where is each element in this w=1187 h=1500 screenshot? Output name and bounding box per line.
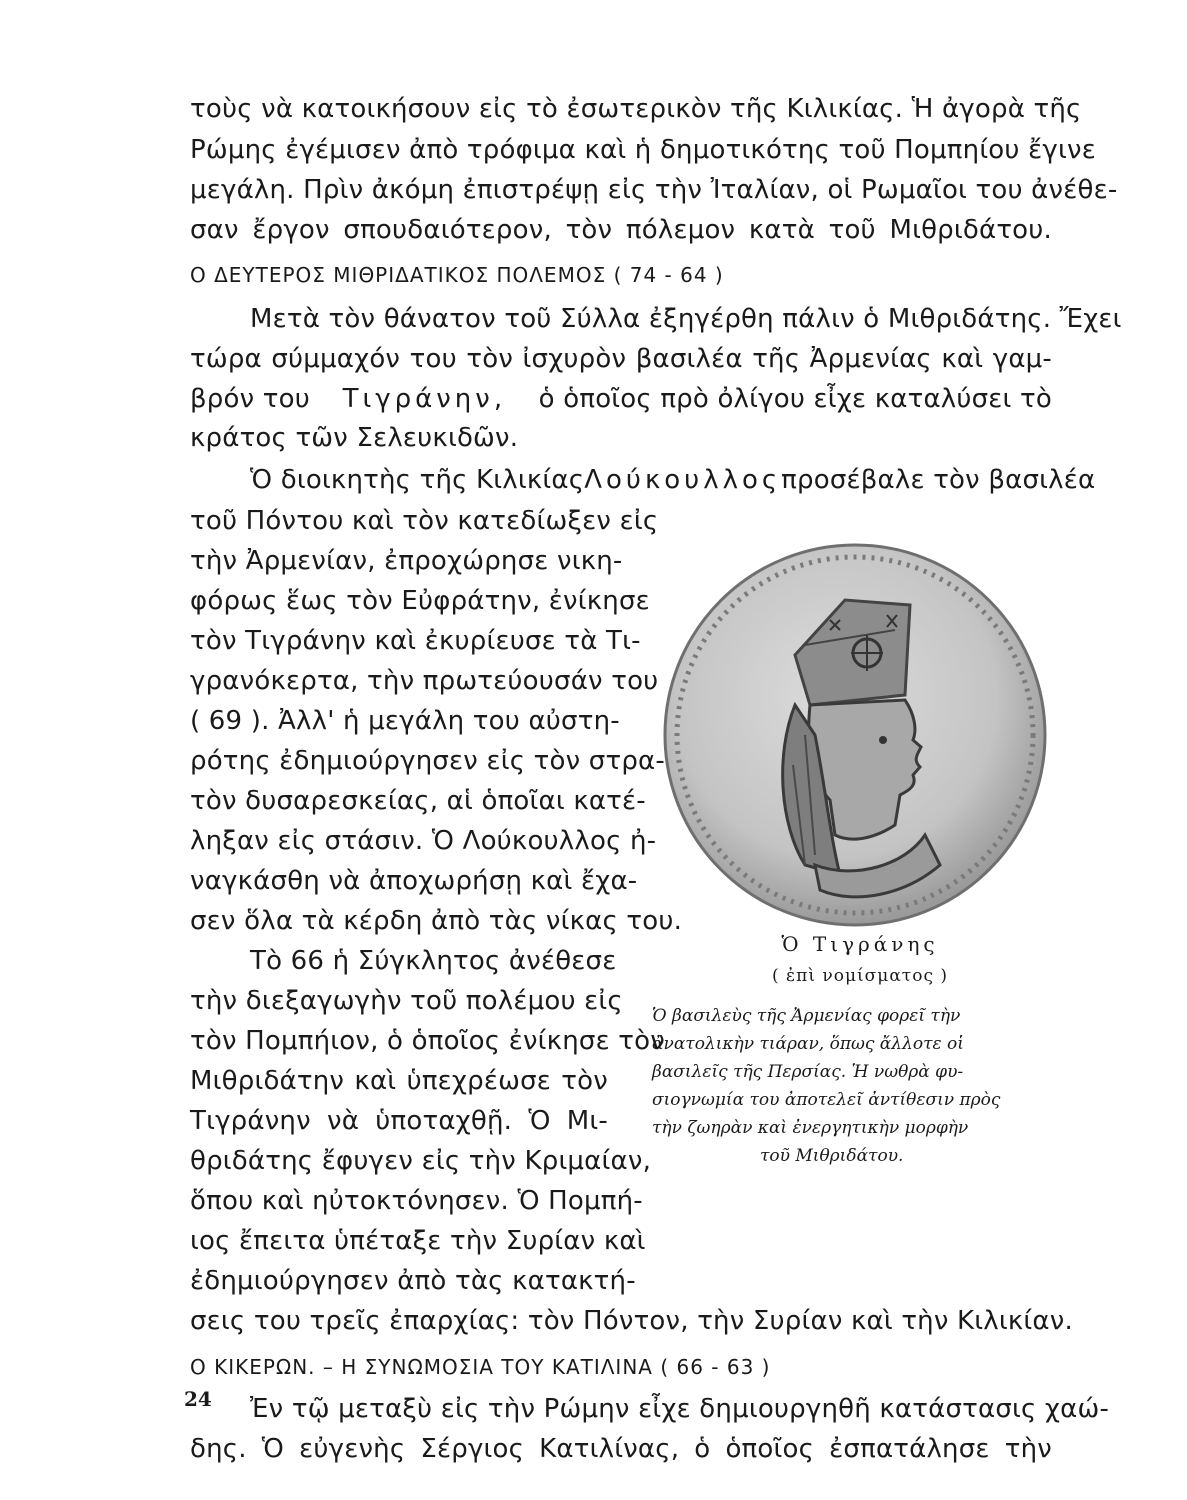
- text-line: Τὸ 66 ἡ Σύγκλητος ἀνέθεσε: [250, 946, 617, 976]
- text-line: σαν ἔργον σπουδαιότερον, τὸν πόλεμον κατὰ τοῦ Μιθριδάτου.: [190, 215, 1052, 245]
- section-heading-second-mithridatic-war: Ο ΔΕΥΤΕΡΟΣ ΜΙΘΡΙΔΑΤΙΚΟΣ ΠΟΛΕΜΟΣ ( 74 - 64 ): [190, 263, 724, 287]
- figure-subtitle: ( ἐπὶ νομίσματος ): [771, 966, 948, 986]
- text-line: ὅπου καὶ ηὐτοκτόνησεν. Ὁ Πομπή-: [190, 1186, 643, 1216]
- text-line: ἐδημιούργησεν ἀπὸ τὰς κατακτή-: [190, 1266, 636, 1296]
- text-line: σεις του τρεῖς ἐπαρχίας: τὸν Πόντον, τὴν Συρίαν καὶ τὴν Κιλικίαν.: [190, 1306, 1073, 1336]
- text-fragment: ὁ ὁποῖος πρὸ ὀλίγου εἶχε καταλύσει τὸ: [538, 384, 1052, 414]
- text-line: ληξαν εἰς στάσιν. Ὁ Λούκουλλος ἠ-: [190, 826, 657, 856]
- text-line: τώρα σύμμαχόν του τὸν ἰσχυρὸν βασιλέα τῆς Ἀρμενίας καὶ γαμ-: [190, 344, 1052, 374]
- text-line: ναγκάσθη νὰ ἀποχωρήσῃ καὶ ἔχα-: [190, 866, 638, 896]
- caption-line: Ὁ βασιλεὺς τῆς Ἀρμενίας φορεῖ τὴν: [652, 1006, 961, 1026]
- text-line: Τιγράνην νὰ ὑποταχθῇ. Ὁ Μι-: [190, 1106, 608, 1136]
- emphasized-name-lucullus: Λούκουλλος: [584, 465, 782, 495]
- text-line: ρότης ἐδημιούργησεν εἰς τὸν στρα-: [190, 746, 665, 776]
- page-number: 24: [184, 1387, 212, 1411]
- caption-line: σιογνωμία του ἀποτελεῖ ἀντίθεσιν πρὸς: [652, 1090, 1001, 1110]
- text-fragment: βρόν του: [190, 384, 310, 414]
- text-line: κράτος τῶν Σελευκιδῶν.: [190, 423, 519, 453]
- text-line: γρανόκερτα, τὴν πρωτεύουσάν του: [190, 666, 659, 696]
- text-line: τοῦ Πόντου καὶ τὸν κατεδίωξεν εἰς: [190, 506, 659, 536]
- text-line: τὸν Πομπήιον, ὁ ὁποῖος ἐνίκησε τὸν: [190, 1026, 665, 1056]
- text-line: δης. Ὁ εὐγενὴς Σέργιος Κατιλίνας, ὁ ὁποῖος ἐσπατάλησε τὴν: [190, 1434, 1052, 1464]
- text-line: ( 69 ). Ἀλλ' ἡ μεγάλη του αὐστη-: [190, 706, 620, 736]
- text-line: Μιθριδάτην καὶ ὑπεχρέωσε τὸν: [190, 1066, 608, 1096]
- text-line: σεν ὅλα τὰ κέρδη ἀπὸ τὰς νίκας του.: [190, 906, 683, 936]
- text-line: μεγάλη. Πρὶν ἀκόμη ἐπιστρέψῃ εἰς τὴν Ἰταλίαν, οἱ Ρωμαῖοι του ἀνέθε-: [190, 175, 1118, 205]
- text-line: θριδάτης ἔφυγεν εἰς τὴν Κριμαίαν,: [190, 1146, 652, 1176]
- text-line: τὴν Ἀρμενίαν, ἐπροχώρησε νικη-: [190, 546, 623, 576]
- text-line: Ἐν τῷ μεταξὺ εἰς τὴν Ρώμην εἶχε δημιουργηθῆ κατάστασις χαώ-: [250, 1394, 1110, 1424]
- caption-line: βασιλεῖς τῆς Περσίας. Ἡ νωθρὰ φυ-: [652, 1062, 964, 1082]
- caption-line: τοῦ Μιθριδάτου.: [760, 1146, 904, 1166]
- emphasized-name-tigranes: Τιγράνην,: [342, 384, 507, 414]
- text-line: ιος ἔπειτα ὑπέταξε τὴν Συρίαν καὶ: [190, 1226, 646, 1256]
- text-line: τὸν δυσαρεσκείας, αἱ ὁποῖαι κατέ-: [190, 786, 646, 816]
- text-line: φόρως ἕως τὸν Εὐφράτην, ἐνίκησε: [190, 586, 650, 616]
- caption-line: τὴν ζωηρὰν καὶ ἐνεργητικὴν μορφὴν: [652, 1118, 969, 1138]
- text-line: Μετὰ τὸν θάνατον τοῦ Σύλλα ἐξηγέρθη πάλιν ὁ Μιθριδάτης. Ἔχει: [250, 304, 1122, 334]
- coin-figure: [655, 535, 1055, 935]
- figure-title: Ὁ Τιγράνης: [781, 932, 939, 956]
- section-heading-cicero-catiline: Ο ΚΙΚΕΡΩΝ. – Η ΣΥΝΩΜΟΣΙΑ ΤΟΥ ΚΑΤΙΛΙΝΑ ( 66 - 63 ): [190, 1355, 771, 1379]
- text-line: Ρώμης ἐγέμισεν ἀπὸ τρόφιμα καὶ ἡ δημοτικότης τοῦ Πομπηίου ἔγινε: [190, 135, 1096, 165]
- text-line: τὸν Τιγράνην καὶ ἐκυρίευσε τὰ Τι-: [190, 626, 641, 656]
- text-fragment: Ὁ διοικητὴς τῆς Κιλικίας: [250, 465, 585, 495]
- text-line: [190, 382, 1052, 416]
- text-line: τὴν διεξαγωγὴν τοῦ πολέμου εἰς: [190, 986, 623, 1016]
- caption-line: ἀνατολικὴν τιάραν, ὅπως ἄλλοτε οἱ: [652, 1034, 964, 1054]
- text-line: [250, 463, 1096, 497]
- text-fragment: προσέβαλε τὸν βασιλέα: [781, 465, 1096, 495]
- tigranes-coin-image: [655, 535, 1055, 935]
- text-line: τοὺς νὰ κατοικήσουν εἰς τὸ ἐσωτερικὸν τῆς Κιλικίας. Ἡ ἀγορὰ τῆς: [190, 94, 1082, 124]
